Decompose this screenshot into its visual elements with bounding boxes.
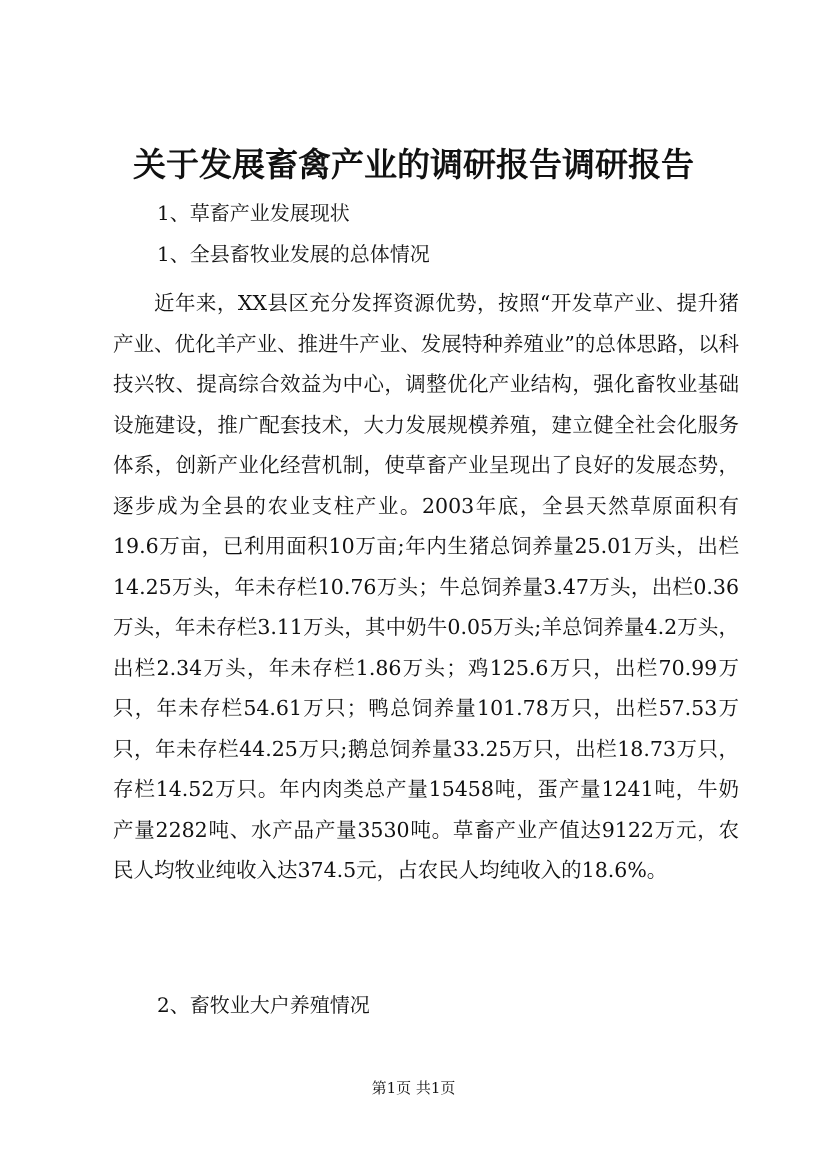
subsection-heading-2: 2、畜牧业大户养殖情况 xyxy=(157,993,370,1017)
page-footer: 第1页 共1页 xyxy=(371,1079,456,1097)
body-paragraph: 近年来，XX县区充分发挥资源优势，按照“开发草产业、提升猪产业、优化羊产业、推进牛产业、发展特种养殖业”的总体思路，以科技兴牧、提高综合效益为中心，调整优化产业结构，强化畜牧业基础设施建设，推广配套技术，大力发展规模养殖，建立健全社会化服务体系，创新产业化经营机制，使草畜产业呈现出了良好的发展态势，逐步成为全县的农业支柱产业。2003年底，全县天然草原面积有19.6万亩，已利用面积10万亩;年内生猪总饲养量25.01万头，出栏14.25万头，年未存栏10.76万头；牛总饲养量3.47万头，出栏0.36万头，年未存栏3.11万头，其中奶牛0.05万头;羊总饲养量4.2万头，出栏2.34万头，年未存栏1.86万头；鸡125.6万只，出栏70.99万只，年未存栏54.61万只；鸭总饲养量101.78万只，出栏57.53万只，年未存栏44.25万只;鹅总饲养量33.25万只，出栏18.73万只，存栏14.52万只。年内肉类总产量15458吨，蛋产量1241吨，牛奶产量2282吨、水产品产量3530吨。草畜产业产值达9122万元，农民人均牧业纯收入达374.5元，占农民人均纯收入的18.6%。 xyxy=(113,291,739,882)
section-heading: 1、草畜产业发展现状 xyxy=(157,201,350,225)
subsection-heading-1: 1、全县畜牧业发展的总体情况 xyxy=(157,242,430,266)
document-title: 关于发展畜禽产业的调研报告调研报告 xyxy=(133,145,694,184)
